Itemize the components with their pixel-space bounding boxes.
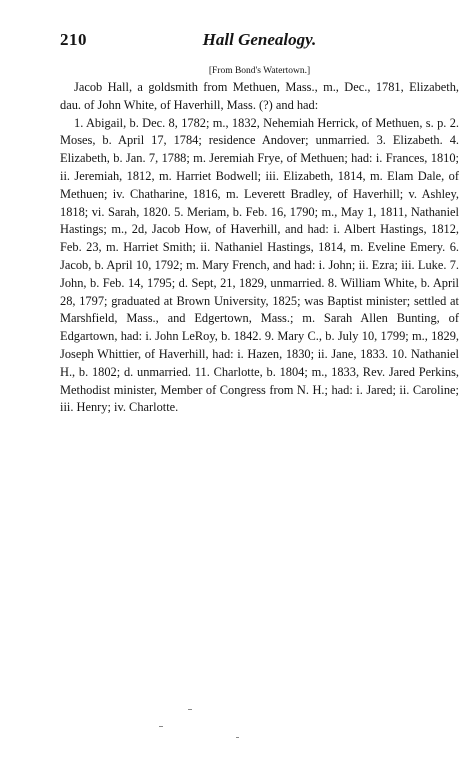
- intro-paragraph: Jacob Hall, a goldsmith from Methuen, Mass., m., Dec., 1781, Elizabeth, dau. of John White, of Haverhill, Mass. (?) and had:: [60, 80, 459, 112]
- scan-mark: [188, 709, 192, 710]
- source-note: [From Bond's Watertown.]: [208, 66, 311, 76]
- running-title: Hall Genealogy.: [202, 30, 317, 49]
- body-text: [60, 79, 459, 417]
- page-number: 210: [60, 30, 87, 49]
- scan-mark: [236, 737, 239, 738]
- scan-mark: [159, 726, 163, 727]
- page-header: [60, 30, 459, 56]
- children-paragraph: 1. Abigail, b. Dec. 8, 1782; m., 1832, Nehemiah Herrick, of Methuen, s. p. 2. Moses, b. April 17, 1784; residence Andover; unmarried. 3. Elizabeth. 4. Elizabeth, b. Jan. 7, 1788; m. Jeremiah Frye, of Methuen; had: i. Frances, 1810; ii. Jeremiah, 1812, m. Harriet Bodwell; iii. Elizabeth, 1814, m. Elam Dale, of Methuen; iv. Chatharine, 1816, m. Leverett Bradley, of Haverhill; v. Ashley, 1818; vi. Sarah, 1820. 5. Meriam, b. Feb. 16, 1790; m., May 1, 1811, Nathaniel Hastings; m., 2d, Jacob How, of Haverhill, and had: i. Albert Hastings, 1812, Feb. 23, m. Harriet Smith; ii. Nathaniel Hastings, 1814, m. Eveline Emery. 6. Jacob, b. April 10, 1792; m. Mary French, and had: i. John; ii. Ezra; iii. Luke. 7. John, b. Feb. 14, 1795; d. Sept, 21, 1829, unmarried. 8. William White, b. April 28, 1797; graduated at Brown University, 1825; was Baptist minister; settled at Marshfield, Mass., and Edgertown, Mass.; m. Sarah Allen Bunting, of Edgartown, had: i. John LeRoy, b. 1842. 9. Mary C., b. July 10, 1799; m., 1829, Joseph Whittier, of Haverhill, had: i. Hazen, 1830; ii. Jane, 1833. 10. Nathaniel H., b. 1802; d. unmarried. 11. Charlotte, b. 1804; m., 1833, Rev. Jared Perkins, Methodist minister, Member of Congress from N. H.; had: i. Jared; ii. Caroline; iii. Henry; iv. Charlotte.: [60, 115, 459, 415]
